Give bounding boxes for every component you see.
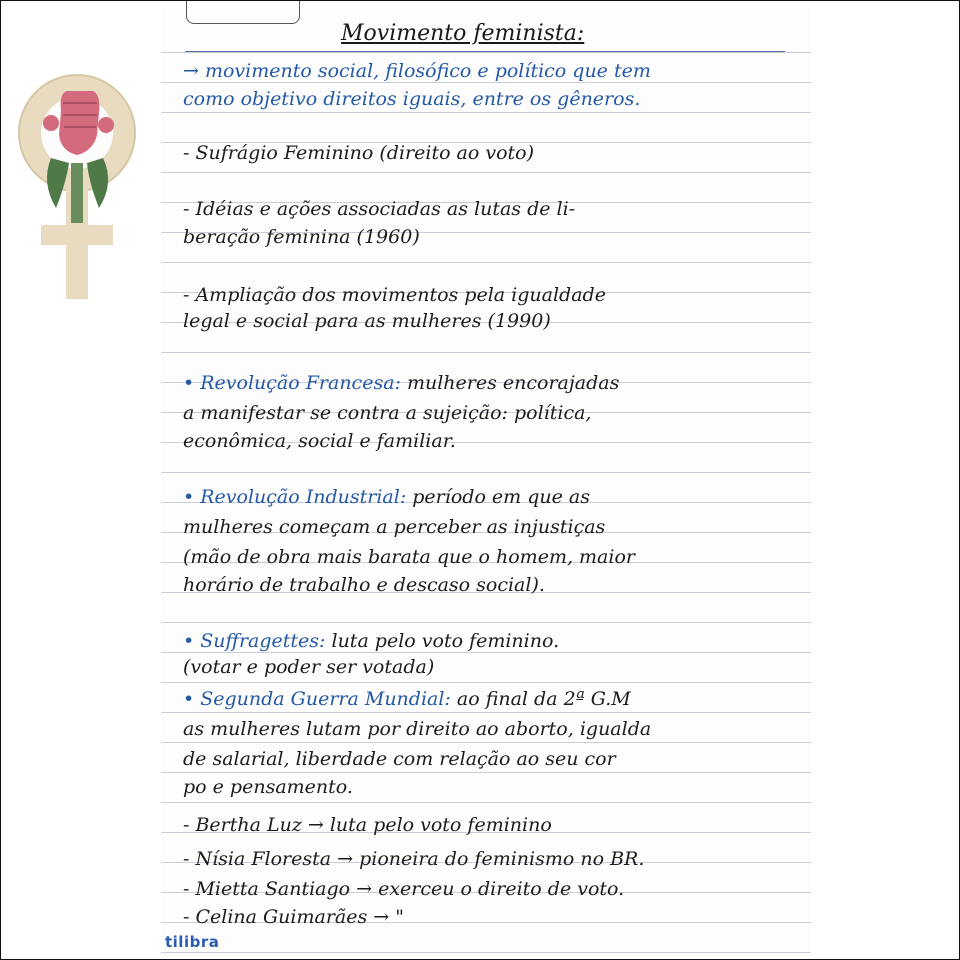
note-text: a manifestar se contra a sujeição: política,	[183, 402, 592, 424]
note-text: - Ampliação dos movimentos pela igualdade	[183, 284, 606, 306]
note-line	[183, 485, 813, 509]
header-date-box	[186, 1, 300, 24]
note-line	[183, 141, 813, 165]
note-line	[183, 545, 813, 569]
note-text: legal e social para as mulheres (1990)	[183, 310, 551, 332]
venus-fist-logo-icon	[11, 63, 146, 303]
note-line	[183, 905, 813, 929]
note-line	[183, 401, 813, 425]
note-line	[183, 655, 813, 679]
note-text: - Mietta Santiago → exerceu o direito de voto.	[183, 878, 625, 900]
note-text: período em que as	[406, 486, 590, 508]
note-text: ao final da 2ª G.M	[450, 688, 631, 710]
note-text: de salarial, liberdade com relação ao seu cor	[183, 748, 616, 770]
note-text: movimento social, filosófico e político que tem	[204, 60, 651, 82]
note-text: (mão de obra mais barata que o homem, maior	[183, 546, 635, 568]
note-text: mulheres começam a perceber as injustiças	[183, 516, 606, 538]
note-line	[183, 59, 813, 83]
note-text: - Nísia Floresta → pioneira do feminismo no BR.	[183, 848, 645, 870]
topic-heading: • Suffragettes:	[183, 630, 326, 652]
note-line	[183, 309, 813, 333]
note-line	[183, 629, 813, 653]
page-title: Movimento feminista:	[341, 21, 585, 46]
note-line	[183, 775, 813, 799]
note-text: como objetivo direitos iguais, entre os gêneros.	[183, 88, 641, 110]
note-text: mulheres encorajadas	[400, 372, 620, 394]
note-text: - Sufrágio Feminino (direito ao voto)	[183, 142, 535, 164]
note-line	[183, 813, 813, 837]
topic-heading: • Segunda Guerra Mundial:	[183, 688, 451, 710]
note-text: - Celina Guimarães → "	[183, 906, 404, 928]
note-text: (votar e poder ser votada)	[183, 656, 435, 678]
note-line	[183, 197, 813, 221]
topic-heading: • Revolução Industrial:	[183, 486, 407, 508]
note-line	[183, 847, 813, 871]
note-text: po e pensamento.	[183, 776, 353, 798]
note-text: econômica, social e familiar.	[183, 430, 456, 452]
note-line	[183, 429, 813, 453]
note-line	[183, 573, 813, 597]
note-line	[183, 515, 813, 539]
note-line	[183, 225, 813, 249]
note-line	[183, 717, 813, 741]
note-line	[183, 747, 813, 771]
note-line	[183, 283, 813, 307]
page-top-rule	[185, 51, 785, 52]
note-text: horário de trabalho e descaso social).	[183, 574, 545, 596]
topic-heading: • Revolução Francesa:	[183, 372, 401, 394]
notebook-brand: tilibra	[165, 933, 220, 951]
arrow-bullet: →	[183, 60, 205, 82]
note-line	[183, 877, 813, 901]
note-text: beração feminina (1960)	[183, 226, 420, 248]
note-text: - Idéias e ações associadas as lutas de li-	[183, 198, 576, 220]
note-text: as mulheres lutam por direito ao aborto, igualda	[183, 718, 652, 740]
note-text: - Bertha Luz → luta pelo voto feminino	[183, 814, 552, 836]
note-line	[183, 687, 813, 711]
note-line	[183, 371, 813, 395]
note-text: luta pelo voto feminino.	[325, 630, 560, 652]
note-line	[183, 87, 813, 111]
